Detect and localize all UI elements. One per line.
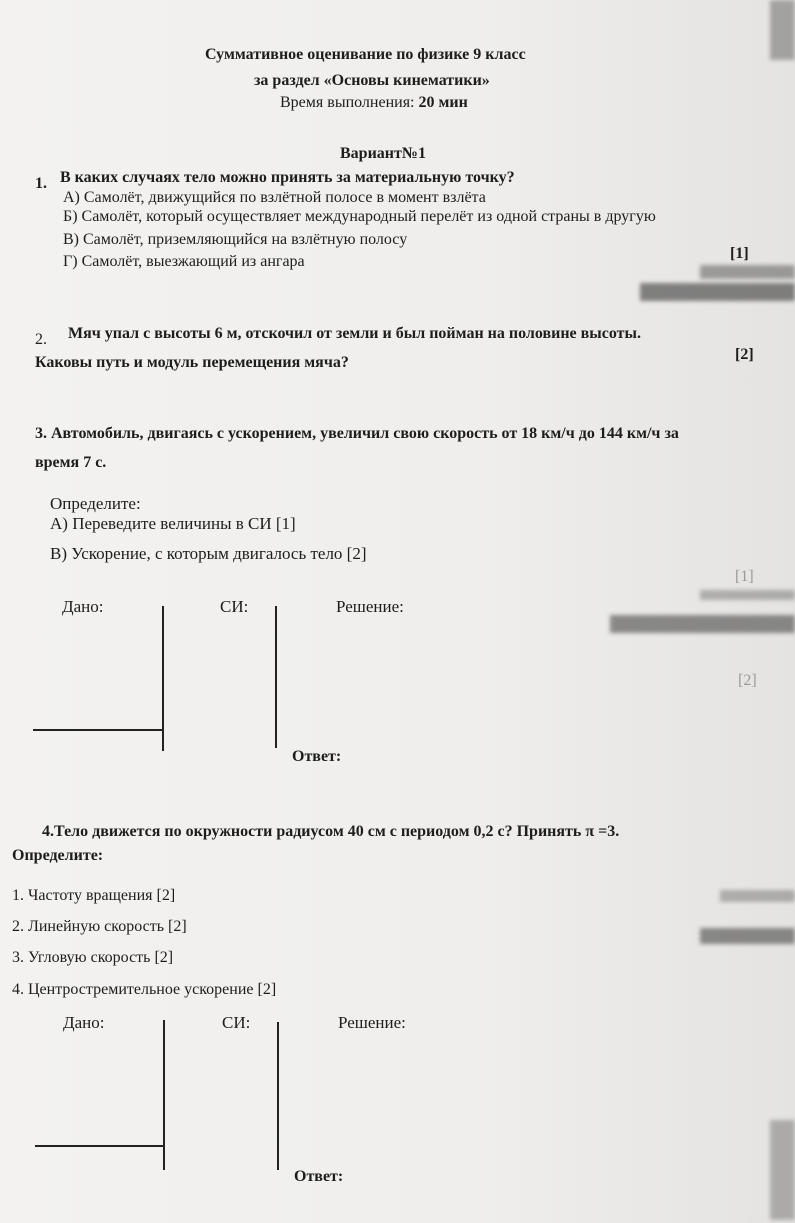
q4-given-divider [163, 1020, 165, 1170]
q1-question: В каких случаях тело можно принять за материальную точку? [60, 169, 515, 186]
header-section: за раздел «Основы кинематики» [254, 72, 490, 89]
q4-item-2: 2. Линейную скорость [2] [12, 918, 187, 935]
q4-item-3: 3. Угловую скорость [2] [12, 949, 174, 966]
header-time [280, 94, 468, 112]
time-label: Время выполнения: [280, 94, 415, 111]
q3-answer-label: Ответ: [292, 748, 342, 765]
q3-faint-score-2: [2] [738, 672, 757, 689]
q4-item-4: 4. Центростремительное ускорение [2] [12, 981, 277, 998]
q4-si-label: СИ: [222, 1013, 251, 1032]
q4-solution-label: Решение: [338, 1013, 406, 1032]
q3-si-divider [275, 606, 277, 748]
q4-line1: 4.Тело движется по окружности радиусом 40 см с периодом 0,2 с? Принять π =3. [42, 823, 620, 840]
q1-option-b: Б) Самолёт, который осуществляет международный перелёт из одной страны в другую [63, 208, 656, 225]
scan-smudge [610, 615, 795, 633]
q3-solution-label: Решение: [336, 597, 404, 616]
variant-label: Вариант№1 [340, 145, 426, 162]
q4-given-underline [35, 1145, 165, 1147]
q3-part-b: В) Ускорение, с которым двигалось тело [2] [50, 544, 367, 563]
scan-smudge [700, 265, 795, 279]
q1-option-c: В) Самолёт, приземляющийся на взлётную полосу [63, 231, 408, 248]
q3-si-label: СИ: [220, 597, 249, 616]
q3-line2: время 7 с. [35, 454, 107, 471]
scan-smudge [640, 283, 795, 301]
q2-score: [2] [735, 346, 754, 363]
q1-number: 1. [35, 175, 47, 192]
scan-smudge [770, 0, 795, 60]
q4-given-label: Дано: [63, 1013, 105, 1032]
scan-smudge [720, 890, 795, 902]
q4-item-1: 1. Частоту вращения [2] [12, 887, 176, 904]
scan-smudge [700, 590, 795, 600]
scan-smudge [770, 1120, 795, 1220]
q3-faint-score-1: [1] [735, 568, 754, 585]
scan-smudge [700, 928, 795, 944]
q4-si-divider [277, 1022, 279, 1170]
time-value: 20 мин [418, 94, 468, 111]
q3-determine: Определите: [50, 494, 141, 513]
q3-line1: 3. Автомобиль, двигаясь с ускорением, увеличил свою скорость от 18 км/ч до 144 км/ч за [35, 425, 679, 442]
q2-line2: Каковы путь и модуль перемещения мяча? [35, 354, 349, 371]
q3-given-underline [33, 729, 163, 731]
header-title: Суммативное оценивание по физике 9 класс [205, 46, 526, 63]
q1-option-a: А) Самолёт, движущийся по взлётной полосе в момент взлёта [63, 189, 486, 206]
q2-number: 2. [35, 331, 47, 348]
q3-part-a: А) Переведите величины в СИ [1] [50, 514, 296, 533]
q1-score: [1] [730, 245, 749, 262]
q4-answer-label: Ответ: [294, 1168, 344, 1185]
q4-determine: Определите: [12, 847, 104, 864]
q2-line1: Мяч упал с высоты 6 м, отскочил от земли и был пойман на половине высоты. [68, 325, 642, 342]
q1-option-d: Г) Самолёт, выезжающий из ангара [63, 253, 305, 270]
q3-given-label: Дано: [62, 597, 104, 616]
